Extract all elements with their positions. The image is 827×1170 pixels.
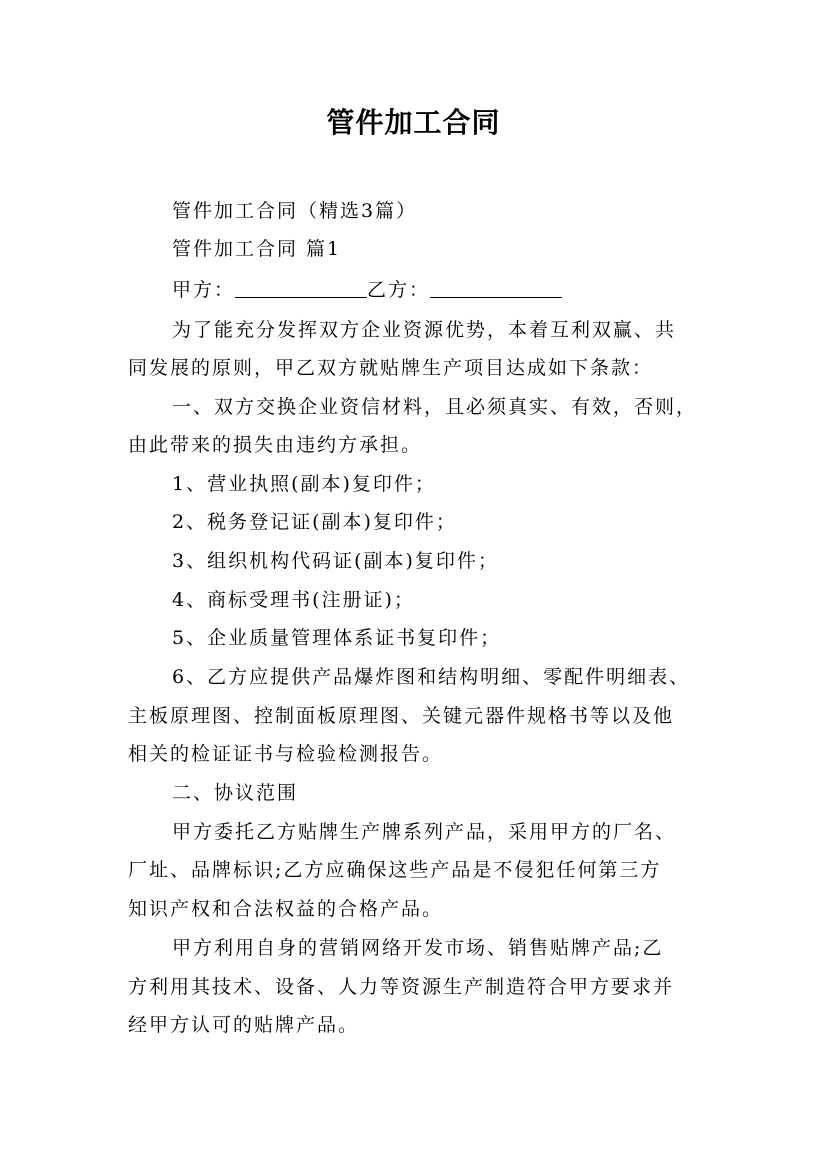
list-item: 5、企业质量管理体系证书复印件； (172, 627, 502, 649)
paragraph-line: 方利用其技术、设备、人力等资源生产制造符合甲方要求并 (128, 976, 675, 998)
subtitle-selected: 管件加工合同（精选3篇） (172, 200, 418, 222)
paragraph-line: 一、双方交换企业资信材料，且必须真实、有效，否则， (172, 396, 698, 418)
list-item: 4、商标受理书(注册证)； (172, 589, 415, 611)
party-a-label: 甲方： (172, 279, 236, 301)
paragraph-line: 甲方利用自身的营销网络开发市场、销售贴牌产品;乙 (172, 937, 664, 959)
party-b-label: 乙方： (367, 279, 431, 301)
parties-line (172, 277, 762, 303)
section-heading: 二、协议范围 (172, 782, 299, 804)
list-item: 3、组织机构代码证(副本)复印件； (172, 550, 499, 572)
paragraph-line: 知识产权和合法权益的合格产品。 (128, 898, 444, 920)
section-heading-part1: 管件加工合同 篇1 (172, 238, 342, 260)
party-a-blank (235, 279, 367, 298)
paragraph-line: 由此带来的损失由违约方承担。 (128, 434, 423, 456)
list-item: 2、税务登记证(副本)复印件； (172, 511, 457, 533)
party-b-blank (430, 279, 562, 298)
paragraph-line: 甲方委托乙方贴牌生产牌系列产品，采用甲方的厂名、 (172, 821, 677, 843)
list-item: 6、乙方应提供产品爆炸图和结构明细、零配件明细表、 (172, 666, 691, 688)
paragraph-line: 为了能充分发挥双方企业资源优势，本着互利双赢、共 (172, 319, 677, 341)
paragraph-line: 厂址、品牌标识;乙方应确保这些产品是不侵犯任何第三方 (128, 859, 662, 881)
paragraph-line: 同发展的原则，甲乙双方就贴牌生产项目达成如下条款： (128, 357, 654, 379)
document-title: 管件加工合同 (326, 106, 501, 139)
paragraph-line: 主板原理图、控制面板原理图、关键元器件规格书等以及他 (128, 705, 675, 727)
list-item: 1、营业执照(副本)复印件； (172, 473, 436, 495)
paragraph-line: 相关的检证证书与检验检测报告。 (128, 743, 444, 765)
paragraph-line: 经甲方认可的贴牌产品。 (128, 1014, 360, 1036)
